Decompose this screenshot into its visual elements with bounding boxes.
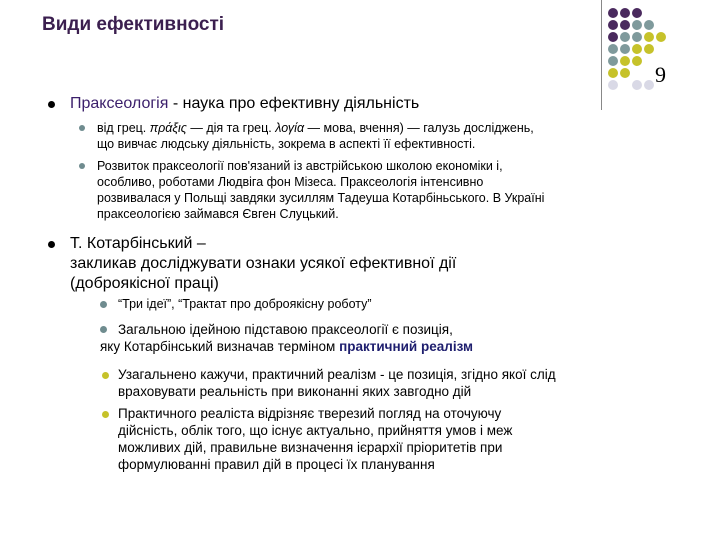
text: (доброякісної праці) — [70, 275, 219, 292]
dot — [608, 32, 618, 42]
dot — [608, 20, 618, 30]
dot — [608, 80, 618, 90]
text: — дія та грец. — [186, 121, 276, 135]
dot — [632, 32, 642, 42]
term-praxeology: Праксеологія — [70, 95, 169, 112]
text: можливих дій, правильне визначення ієрархії пріоритетів при — [118, 440, 503, 455]
dot — [644, 44, 654, 54]
text: формулюванні правил дій в процесі їх планування — [118, 457, 435, 472]
text: яку Котарбінський визначав терміном — [100, 339, 340, 354]
text: Загальною ідейною підставою праксеології є позиція, — [118, 322, 453, 337]
dot — [656, 44, 666, 54]
dot — [644, 20, 654, 30]
dot — [632, 56, 642, 66]
dot — [656, 32, 666, 42]
bullet-practical-realism — [100, 321, 473, 355]
text: праксеологією займався Євген Слуцький. — [97, 207, 339, 221]
text: що вивчає людську діяльність, зокрема в аспекті її ефективності. — [97, 137, 476, 151]
bullet-text: - наука про ефективну діяльність — [168, 95, 420, 112]
text: Практичного реаліста відрізняє тверезий погляд на оточуючу — [118, 406, 502, 421]
dot — [620, 8, 630, 18]
dot — [620, 68, 630, 78]
dot — [656, 20, 666, 30]
dot — [644, 8, 654, 18]
text: “Три ідеї”, “Трактат про доброякісну роботу” — [118, 297, 372, 311]
slide-title: Види ефективності — [42, 14, 225, 35]
bullet-generalized — [118, 366, 556, 400]
text: особливо, роботами Людвіга фон Мізеса. Праксеологія інтенсивно — [97, 175, 484, 189]
bullet-dot — [102, 411, 109, 418]
text: враховувати реальність при виконанні яких завгодно дій — [118, 384, 472, 399]
text: Розвиток праксеології пов'язаний із австрійською школою економіки і, — [97, 159, 503, 173]
dot — [656, 8, 666, 18]
dot — [632, 80, 642, 90]
dot — [632, 68, 642, 78]
text: Узагальнено кажучи, практичний реалізм - це позиція, згідно якої слід — [118, 367, 556, 382]
text: Т. Котарбінський – — [70, 235, 206, 252]
text: закликав досліджувати ознаки усякої ефективної дії — [70, 255, 457, 272]
dot — [608, 8, 618, 18]
dot — [620, 44, 630, 54]
dot — [644, 68, 654, 78]
dot — [644, 80, 654, 90]
bullet-dot — [48, 241, 55, 248]
greek-term: πράξις — [149, 121, 187, 135]
bullet-kotarbinski — [70, 234, 456, 294]
bullet-praxeology — [70, 94, 419, 114]
dot — [620, 56, 630, 66]
dot — [608, 68, 618, 78]
text: від грец. — [97, 121, 150, 135]
term-practical-realism: практичний реалізм — [339, 339, 473, 354]
dot — [644, 56, 654, 66]
dot — [608, 56, 618, 66]
text: дійсність, облік того, що існує актуально, прийняття умов і меж — [118, 423, 513, 438]
dot — [632, 8, 642, 18]
text: — мова, вчення) — галузь досліджень, — [304, 121, 534, 135]
bullet-dot — [79, 125, 85, 131]
dot — [644, 32, 654, 42]
bullet-dot — [79, 163, 85, 169]
bullet-dot — [102, 372, 109, 379]
greek-term: λογία — [275, 121, 305, 135]
bullet-works — [118, 296, 372, 312]
dot — [620, 80, 630, 90]
bullet-development — [97, 158, 544, 222]
bullet-dot — [100, 301, 107, 308]
dot — [632, 20, 642, 30]
dot — [620, 20, 630, 30]
bullet-dot — [48, 101, 55, 108]
text: розвивалася у Польщі завдяки зусиллям Тадеуша Котарбіньського. В Україні — [97, 191, 545, 205]
divider-line — [601, 0, 602, 110]
dot — [620, 32, 630, 42]
bullet-practical-realist — [118, 405, 512, 473]
bullet-etymology — [97, 120, 534, 152]
dot — [632, 44, 642, 54]
page-number: 9 — [655, 62, 666, 87]
dot — [608, 44, 618, 54]
